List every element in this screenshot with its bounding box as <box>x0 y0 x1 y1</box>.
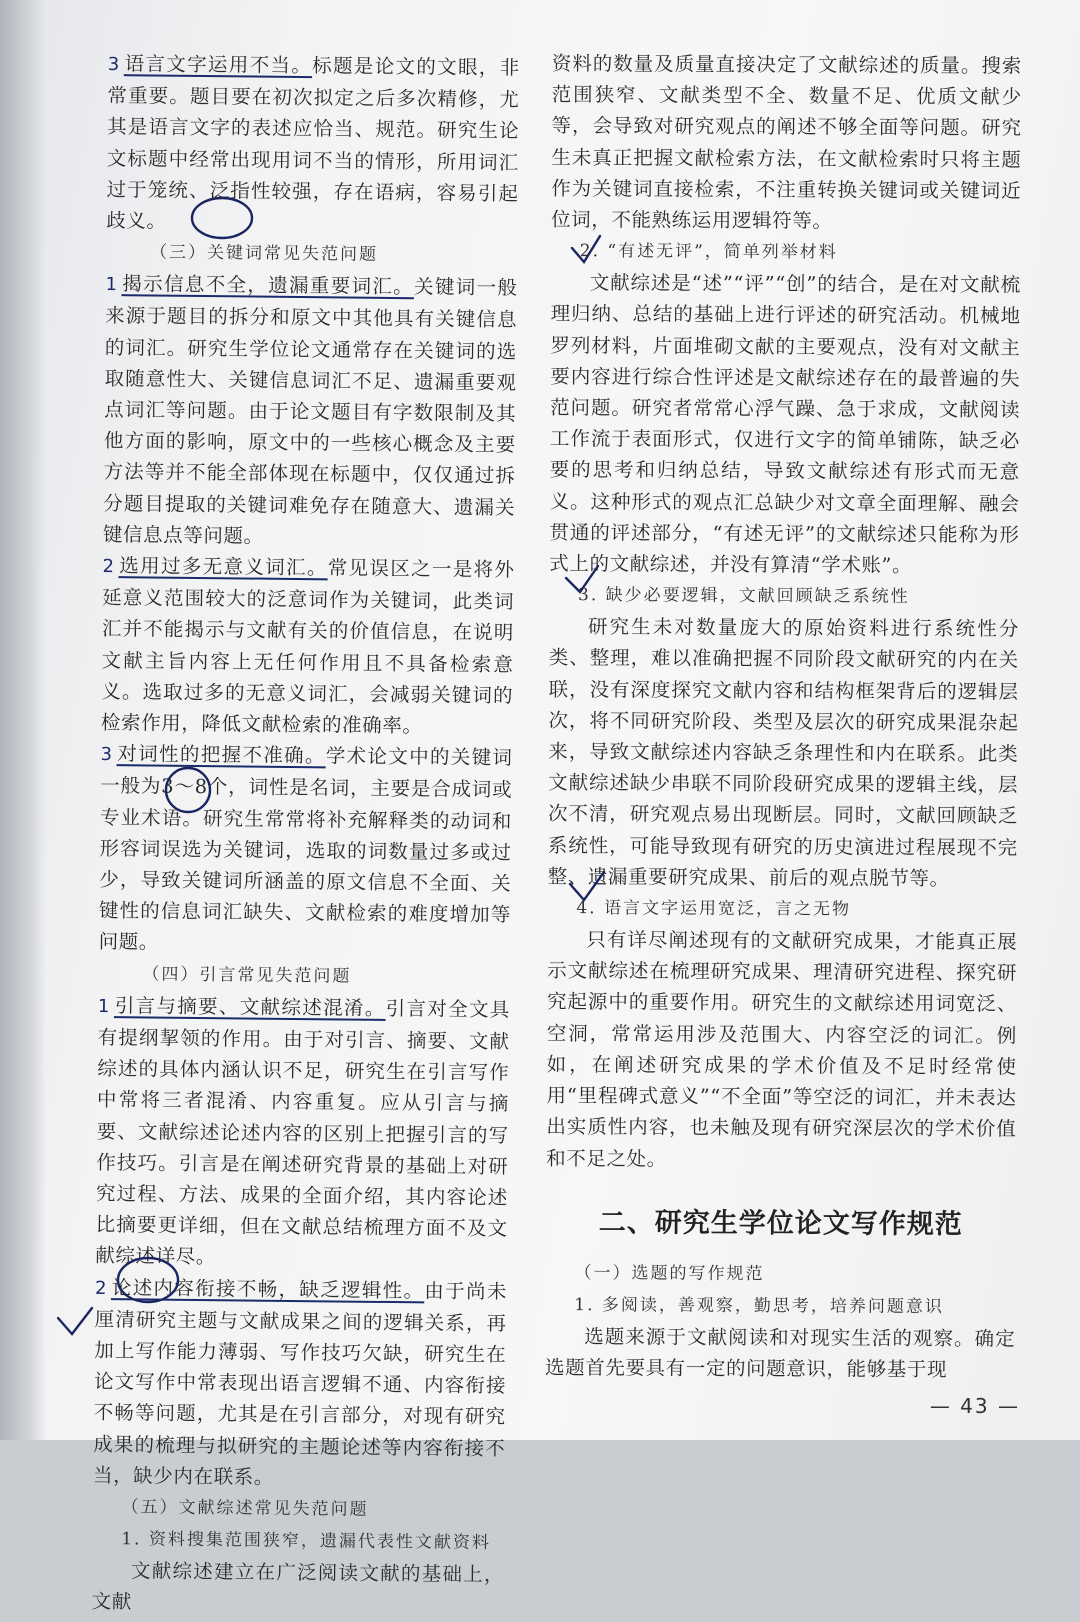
item-text: 标题是论文的文眼，非常重要。题目要在初次拟定之后多次精修，尤其是语言文字的表述应恰当、规范。研究生论文标题中经常出现用词不当的情形，所用词汇过于笼统、泛指性较强，存在语病，容易引起歧义。 <box>106 54 520 233</box>
subheading-introduction: （四）引言常见失范问题 <box>142 964 352 987</box>
item-lead: 揭示信息不全，遗漏重要词汇。 <box>121 272 415 299</box>
item-lead: 对词性的把握不准确。 <box>116 742 326 768</box>
left-column <box>92 48 520 1622</box>
paragraph-keywords-meaningless <box>101 550 515 743</box>
subheading-vague-language: 4. 语言文字运用宽泛，言之无物 <box>576 898 852 920</box>
item-number: 1 <box>105 274 118 296</box>
right-column <box>545 48 1022 1386</box>
page-shadow-edge <box>0 0 46 1440</box>
item-number: 3 <box>100 744 113 766</box>
subheading-problem-awareness: 1. 多阅读，善观察，勤思考，培养问题意识 <box>574 1294 944 1317</box>
subheading-keywords: （三）关键词常见失范问题 <box>149 242 379 266</box>
page-number: — 43 — <box>929 1394 1020 1418</box>
item-lead: 论述内容衔接不畅，缺乏逻辑性。 <box>110 1275 425 1302</box>
paragraph-title-language <box>106 48 520 241</box>
subheading-literature-review: （五）文献综述常见失范问题 <box>121 1497 369 1520</box>
paragraph-intro-logic <box>93 1271 507 1495</box>
paragraph-no-evaluation: 文献综述是“述”“评”“创”的结合，是在对文献梳理归纳、总结的基础上进行评述的研究活动。机械地罗列材料，片面堆砌文献的主要观点，没有对文献主要内容进行综合性评述是文献综述存在的最普遍的失范问题。研究者常常心浮气躁、急于求成，文献阅读工作流于表面形式，仅进行文字的简单铺陈，缺乏必要的思考和归纳总结，导致文献综述有形式而无意义。这种形式的观点汇总缺少对文章全面理解、融会贯通的评述部分，“有述无评”的文献综述只能称为形式上的文献综述，并没有算清“学术账”。 <box>549 271 1021 577</box>
paragraph-keywords-pos <box>98 738 512 962</box>
paragraph-review-start: 文献综述建立在广泛阅读文献的基础上，文献 <box>91 1559 505 1614</box>
item-lead: 语言文字运用不当。 <box>123 52 313 78</box>
paragraph-topic-source: 选题来源于文献阅读和对现实生活的观察。确定选题首先要具有一定的问题意识，能够基于现 <box>545 1324 1016 1381</box>
subheading-no-evaluation: 2. “有述无评”，简单列举材料 <box>579 241 838 263</box>
paragraph-lack-logic: 研究生未对数量庞大的原始资料进行系统性分类、整理，难以准确把握不同阶段文献研究的内在关联，没有深度探究文献内容和结构框架背后的逻辑层次，将不同研究阶段、类型及层次的研究成果混杂起来，导致文献综述内容缺乏条理性和内在联系。此类文献综述缺少串联不同阶段研究成果的逻辑主线，层次不清，研究观点易出现断层。同时，文献回顾缺乏系统性，可能导致现有研究的历史演进过程展现不完整、遗漏重要研究成果、前后的观点脱节等。 <box>547 615 1020 890</box>
paragraph-review-scope-cont: 资料的数量及质量直接决定了文献综述的质量。搜索范围狭窄、文献类型不全、数量不足、优质文献少等，会导致对研究观点的阐述不够全面等问题。研究生未真正把握文献检索方法，在文献检索时只将主题作为关键词直接检索，不注重转换关键词或关键词近位词，不能熟练运用逻辑符等。 <box>551 51 1022 233</box>
subheading-topic-norms: （一）选题的写作规范 <box>574 1262 765 1284</box>
item-text: 引言对全文具有提纲挈领的作用。由于对引言、摘要、文献综述的具体内涵认识不足，研究生在引言写作中常将三者混淆、内容重复。应从引言与摘要、文献综述论述内容的区别上把握引言的写作技巧。引言是在阐述研究背景的基础上对研究过程、方法、成果的全面介绍，其内容论述比摘要更详细，但在文献总结梳理方面不及文献综述详尽。 <box>95 996 511 1269</box>
subheading-lack-logic: 3. 缺少必要逻辑，文献回顾缺乏系统性 <box>577 585 910 608</box>
item-text: 常见误区之一是将外延意义范围较大的泛意词作为关键词，此类词汇并不能揭示与文献有关的价值信息，在说明文献主旨内容上无任何作用且不具备检索意义。选取过多的无意义词汇，会减弱关键词的检索作用，降低文献检索的准确率。 <box>100 556 515 738</box>
item-text: 由于尚未厘清研究主题与文献成果之间的逻辑关系，再加上写作能力薄弱、写作技巧欠缺，研究生在论文写作中常表现出语言逻辑不通、内容衔接不畅等问题，尤其是在引言部分，对现有研究成果的梳理与拟研究的主题论述等内容衔接不当，缺少内在联系。 <box>92 1278 508 1489</box>
paragraph-intro-confusion <box>95 990 510 1276</box>
paragraph-keywords-incomplete <box>103 268 518 554</box>
subheading-review-scope: 1. 资料搜集范围狭窄，遗漏代表性文献资料 <box>121 1529 491 1554</box>
item-text: 关键词一般来源于题目的拆分和原文中其他具有关键信息的词汇。研究生学位论文通常存在关键词的选取随意性大、关键信息词汇不足、遗漏重要观点词汇等问题。由于论文题目有字数限制及其他方面的影响，原文中的一些核心概念及主要方法等并不能全部体现在标题中，仅仅通过拆分题目提取的关键词难免存在随意大、遗漏关键信息点等问题。 <box>102 275 518 548</box>
paragraph-vague-language: 只有详尽阐述现有的文献研究成果，才能真正展示文献综述在梳理研究成果、理清研究进程、探究研究起源中的重要作用。研究生的文献综述用词宽泛、空洞，常常运用涉及范围大、内容空泛的词汇。例如，在阐述研究成果的学术价值及不足时经常使用“里程碑式意义”“不全面”等空泛的词汇，并未表达出实质性内容，也未触及现有研究深层次的学术价值和不足之处。 <box>546 928 1018 1171</box>
item-number: 2 <box>94 1277 108 1299</box>
item-lead: 选用过多无意义词汇。 <box>118 554 328 580</box>
section-title: 二、研究生学位论文写作规范 <box>598 1206 963 1240</box>
item-lead: 引言与摘要、文献综述混淆。 <box>113 993 386 1020</box>
item-number: 1 <box>97 995 111 1017</box>
item-number: 2 <box>102 556 115 578</box>
pen-check-1 <box>58 1308 92 1334</box>
item-text: 学术论文中的关键词一般为3～8个，词性是名词，主要是合成词或专业术语。研究生常常将补充解释类的动词和形容词误选为关键词，选取的词数量过多或过少，导致关键词所涵盖的原文信息不全面、关键性的信息词汇缺失、文献检索的难度增加等问题。 <box>98 744 513 955</box>
item-number: 3 <box>107 53 120 76</box>
